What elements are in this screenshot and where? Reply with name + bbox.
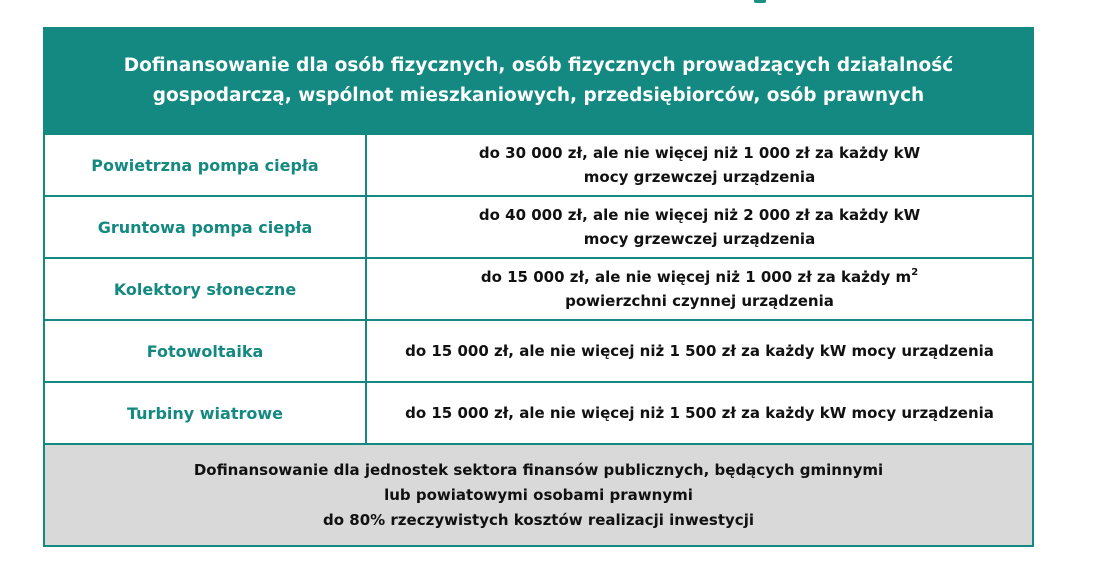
footer-line-2: lub powiatowymi osobami prawnymi <box>384 485 693 504</box>
value-line-1: do 15 000 zł, ale nie więcej niż 1 500 zł za każdy kW mocy urządzenia <box>405 404 994 422</box>
row-label: Kolektory słoneczne <box>45 259 367 319</box>
value-line-1: do 30 000 zł, ale nie więcej niż 1 000 zł za każdy kW <box>478 144 921 162</box>
superscript: 2 <box>911 267 919 278</box>
value-line-2: mocy grzewczej urządzenia <box>583 230 816 248</box>
header-line-2: gospodarczą, wspólnot mieszkaniowych, przedsiębiorców, osób prawnych <box>152 85 925 106</box>
row-value <box>367 321 1032 381</box>
row-label: Powietrzna pompa ciepła <box>45 135 367 195</box>
table-row <box>45 321 1032 383</box>
table-row <box>45 259 1032 321</box>
row-value <box>367 197 1032 257</box>
value-line-2: mocy grzewczej urządzenia <box>583 168 816 186</box>
header-line-1: Dofinansowanie dla osób fizycznych, osób fizycznych prowadzących działalność <box>123 55 954 76</box>
row-label: Gruntowa pompa ciepła <box>45 197 367 257</box>
table-row <box>45 197 1032 259</box>
value-line-1 <box>481 265 918 289</box>
table-row <box>45 135 1032 197</box>
value-line-1: do 40 000 zł, ale nie więcej niż 2 000 zł za każdy kW <box>478 206 921 224</box>
decorative-mark <box>754 0 766 3</box>
footer-line-3: do 80% rzeczywistych kosztów realizacji inwestycji <box>323 510 754 529</box>
row-value <box>367 383 1032 443</box>
footer-line-1: Dofinansowanie dla jednostek sektora finansów publicznych, będących gminnymi <box>193 460 884 479</box>
value-line-2: powierzchni czynnej urządzenia <box>565 292 834 310</box>
row-value <box>367 135 1032 195</box>
funding-table <box>43 27 1034 547</box>
table-row <box>45 383 1032 445</box>
table-header <box>45 29 1032 135</box>
value-line-1: do 15 000 zł, ale nie więcej niż 1 500 zł za każdy kW mocy urządzenia <box>405 342 994 360</box>
table-footer <box>45 445 1032 545</box>
value-text: do 15 000 zł, ale nie więcej niż 1 000 zł za każdy m <box>480 268 912 286</box>
row-label: Fotowoltaika <box>45 321 367 381</box>
row-label: Turbiny wiatrowe <box>45 383 367 443</box>
row-value <box>367 259 1032 319</box>
